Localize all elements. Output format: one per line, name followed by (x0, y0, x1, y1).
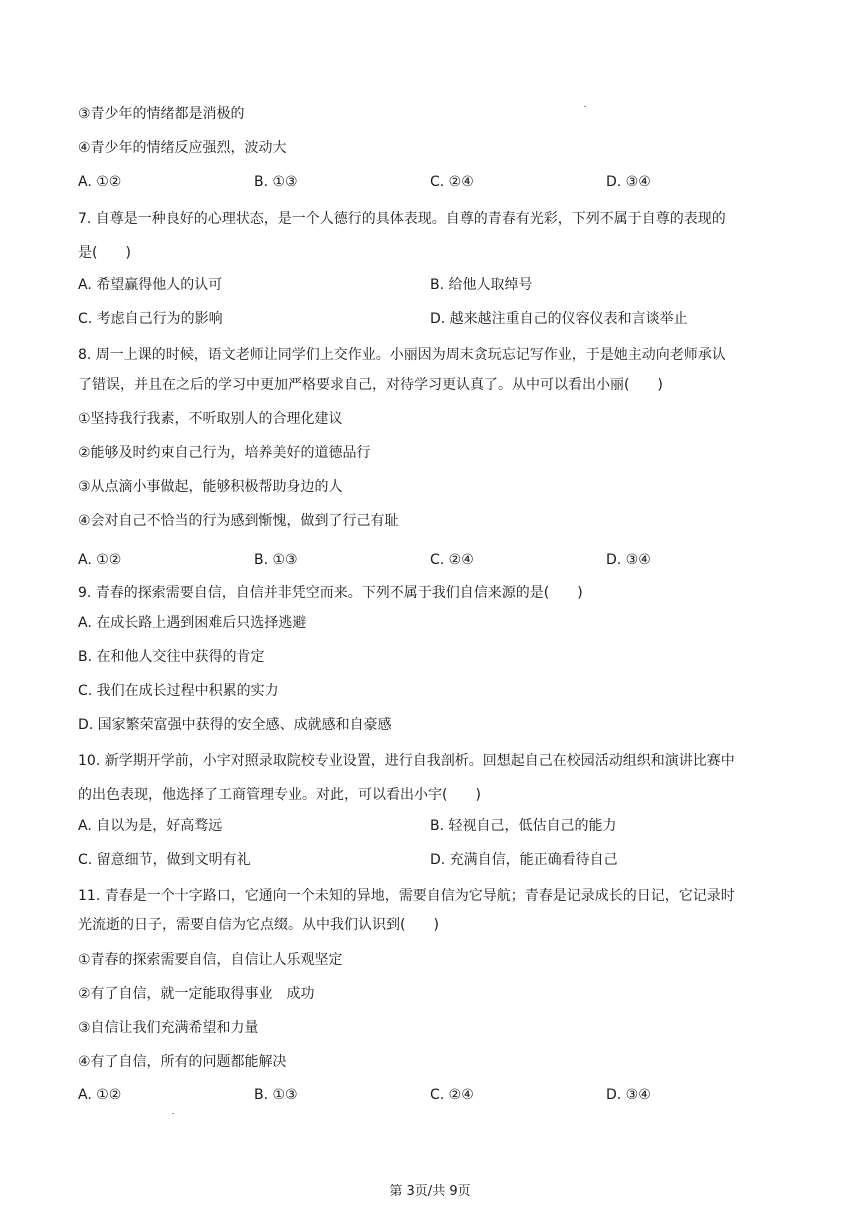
choice-a: A. 在成长路上遇到困难后只选择逃避 (78, 615, 307, 631)
statement-item: ④有了自信，所有的问题都能解决 (78, 1054, 287, 1070)
question-11-stem-line-1: 11. 青春是一个十字路口，它通向一个未知的异地，需要自信为它导航；青春是记录成长的日记，它记录时 (78, 888, 735, 904)
choice-c: C. ②④ (430, 1087, 474, 1103)
choice-c: C. ②④ (430, 174, 474, 190)
statement-item: ④会对自己不恰当的行为感到惭愧，做到了行己有耻 (78, 513, 399, 529)
choice-c: C. ②④ (430, 552, 474, 568)
choice-b: B. ①③ (254, 552, 298, 568)
statement-item: ③自信让我们充满希望和力量 (78, 1020, 259, 1036)
question-10-stem-line-2: 的出色表现，他选择了工商管理专业。对此，可以看出小宇( ) (78, 787, 481, 803)
question-10-stem-line-1: 10. 新学期开学前，小宇对照录取院校专业设置，进行自我剖析。回想起自己在校园活动组织和演讲比赛中 (78, 753, 735, 769)
statement-item: ①坚持我行我素，不听取别人的合理化建议 (78, 411, 343, 427)
question-7-stem-line-2: 是( ) (78, 245, 131, 261)
question-8-stem-line-2: 了错误，并且在之后的学习中更加严格要求自己，对待学习更认真了。从中可以看出小丽( ) (78, 377, 663, 393)
choice-c: C. 留意细节，做到文明有礼 (78, 852, 251, 868)
choice-d: D. 国家繁荣富强中获得的安全感、成就感和自豪感 (78, 717, 392, 733)
question-11-stem-line-2: 光流逝的日子，需要自信为它点缀。从中我们认识到( ) (78, 917, 439, 933)
question-7-stem-line-1: 7. 自尊是一种良好的心理状态，是一个人德行的具体表现。自尊的青春有光彩，下列不属于自尊的表现的 (78, 211, 726, 227)
choice-d: D. ③④ (606, 1087, 651, 1103)
scan-speck (172, 1113, 174, 1114)
choice-d: D. 充满自信，能正确看待自己 (430, 852, 618, 868)
statement-item: ②有了自信，就一定能取得事业 成功 (78, 986, 315, 1002)
choice-b: B. ①③ (254, 174, 298, 190)
choice-a: A. ①② (78, 1087, 122, 1103)
choice-c: C. 我们在成长过程中积累的实力 (78, 683, 279, 699)
choice-d: D. ③④ (606, 174, 651, 190)
choice-a: A. 自以为是，好高骛远 (78, 818, 223, 834)
statement-item: ①青春的探索需要自信，自信让人乐观坚定 (78, 952, 343, 968)
choice-d: D. 越来越注重自己的仪容仪表和言谈举止 (430, 311, 688, 327)
choice-a: A. 希望赢得他人的认可 (78, 277, 223, 293)
statement-item: ③从点滴小事做起，能够积极帮助身边的人 (78, 479, 343, 495)
scan-speck (584, 106, 586, 107)
question-8-stem-line-1: 8. 周一上课的时候，语文老师让同学们上交作业。小丽因为周末贪玩忘记写作业，于是她主动向老师承认 (78, 347, 726, 363)
choice-a: A. ①② (78, 174, 122, 190)
choice-b: B. 在和他人交往中获得的肯定 (78, 649, 265, 665)
choice-b: B. 轻视自己，低估自己的能力 (430, 818, 617, 834)
choice-a: A. ①② (78, 552, 122, 568)
statement-item: ③青少年的情绪都是消极的 (78, 106, 245, 122)
choice-d: D. ③④ (606, 552, 651, 568)
page-number: 第 3页/共 9页 (389, 1184, 471, 1199)
choice-b: B. 给他人取绰号 (430, 277, 533, 293)
choice-b: B. ①③ (254, 1087, 298, 1103)
question-9-stem: 9. 青春的探索需要自信，自信并非凭空而来。下列不属于我们自信来源的是( ) (78, 585, 583, 601)
choice-c: C. 考虑自己行为的影响 (78, 311, 223, 327)
statement-item: ④青少年的情绪反应强烈，波动大 (78, 140, 287, 156)
statement-item: ②能够及时约束自己行为，培养美好的道德品行 (78, 445, 371, 461)
